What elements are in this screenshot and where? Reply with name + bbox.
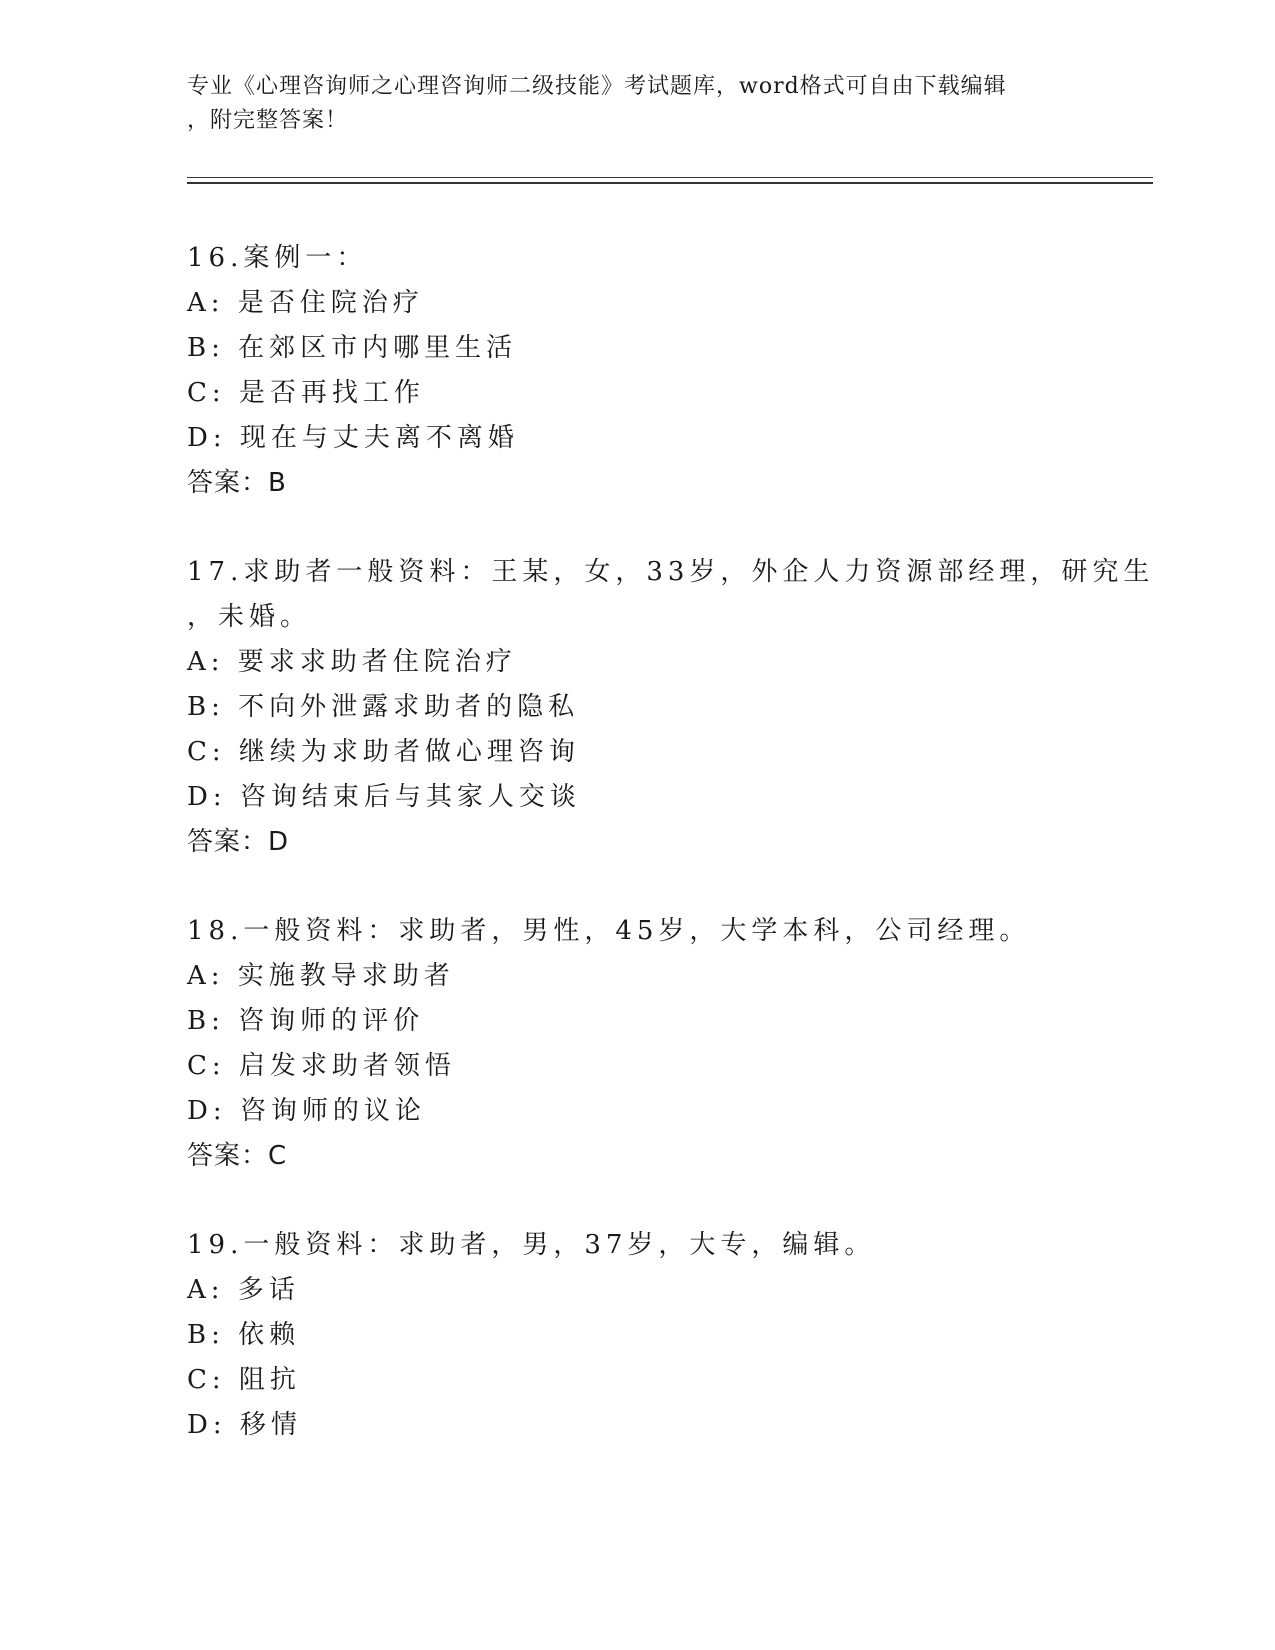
answer: 答案：C [187, 1141, 288, 1171]
option-c: C: 是否再找工作 [187, 378, 425, 408]
header-line-1: 专业《心理咨询师之心理咨询师二级技能》考试题库，word格式可自由下载编辑 [187, 74, 1007, 99]
document-header [187, 70, 1087, 138]
question-stem: 19.一般资料：求助者，男，37岁，大专，编辑。 [187, 1230, 876, 1260]
question-17 [187, 550, 1187, 865]
option-c: C: 启发求助者领悟 [187, 1051, 456, 1081]
option-d: D: 现在与丈夫离不离婚 [187, 423, 519, 453]
option-c: C: 阻抗 [187, 1365, 301, 1395]
header-line-2: ，附完整答案！ [187, 108, 349, 133]
option-d: D: 咨询结束后与其家人交谈 [187, 782, 581, 812]
option-b: B: 依赖 [187, 1320, 301, 1350]
question-list [187, 236, 1187, 1492]
option-b: B: 在郊区市内哪里生活 [187, 333, 518, 363]
question-stem: 17.求助者一般资料：王某，女，33岁，外企人力资源部经理，研究生 [187, 557, 1155, 587]
option-d: D: 咨询师的议论 [187, 1096, 426, 1126]
question-18 [187, 909, 1187, 1179]
question-19 [187, 1223, 1187, 1448]
option-a: A: 实施教导求助者 [187, 961, 455, 991]
option-a: A: 要求求助者住院治疗 [187, 647, 517, 677]
option-c: C: 继续为求助者做心理咨询 [187, 737, 580, 767]
option-a: A: 多话 [187, 1275, 300, 1305]
header-divider-thin [187, 177, 1153, 178]
answer: 答案：B [187, 468, 287, 498]
answer: 答案：D [187, 827, 290, 857]
question-16 [187, 236, 1187, 506]
option-d: D: 移情 [187, 1410, 302, 1440]
header-divider-thick [187, 182, 1153, 184]
question-stem: 18.一般资料：求助者，男性，45岁，大学本科，公司经理。 [187, 916, 1031, 946]
option-a: A: 是否住院治疗 [187, 288, 424, 318]
question-stem-continued: ，未婚。 [187, 602, 312, 632]
question-stem: 16.案例一： [187, 243, 368, 273]
option-b: B: 不向外泄露求助者的隐私 [187, 692, 580, 722]
option-b: B: 咨询师的评价 [187, 1006, 425, 1036]
